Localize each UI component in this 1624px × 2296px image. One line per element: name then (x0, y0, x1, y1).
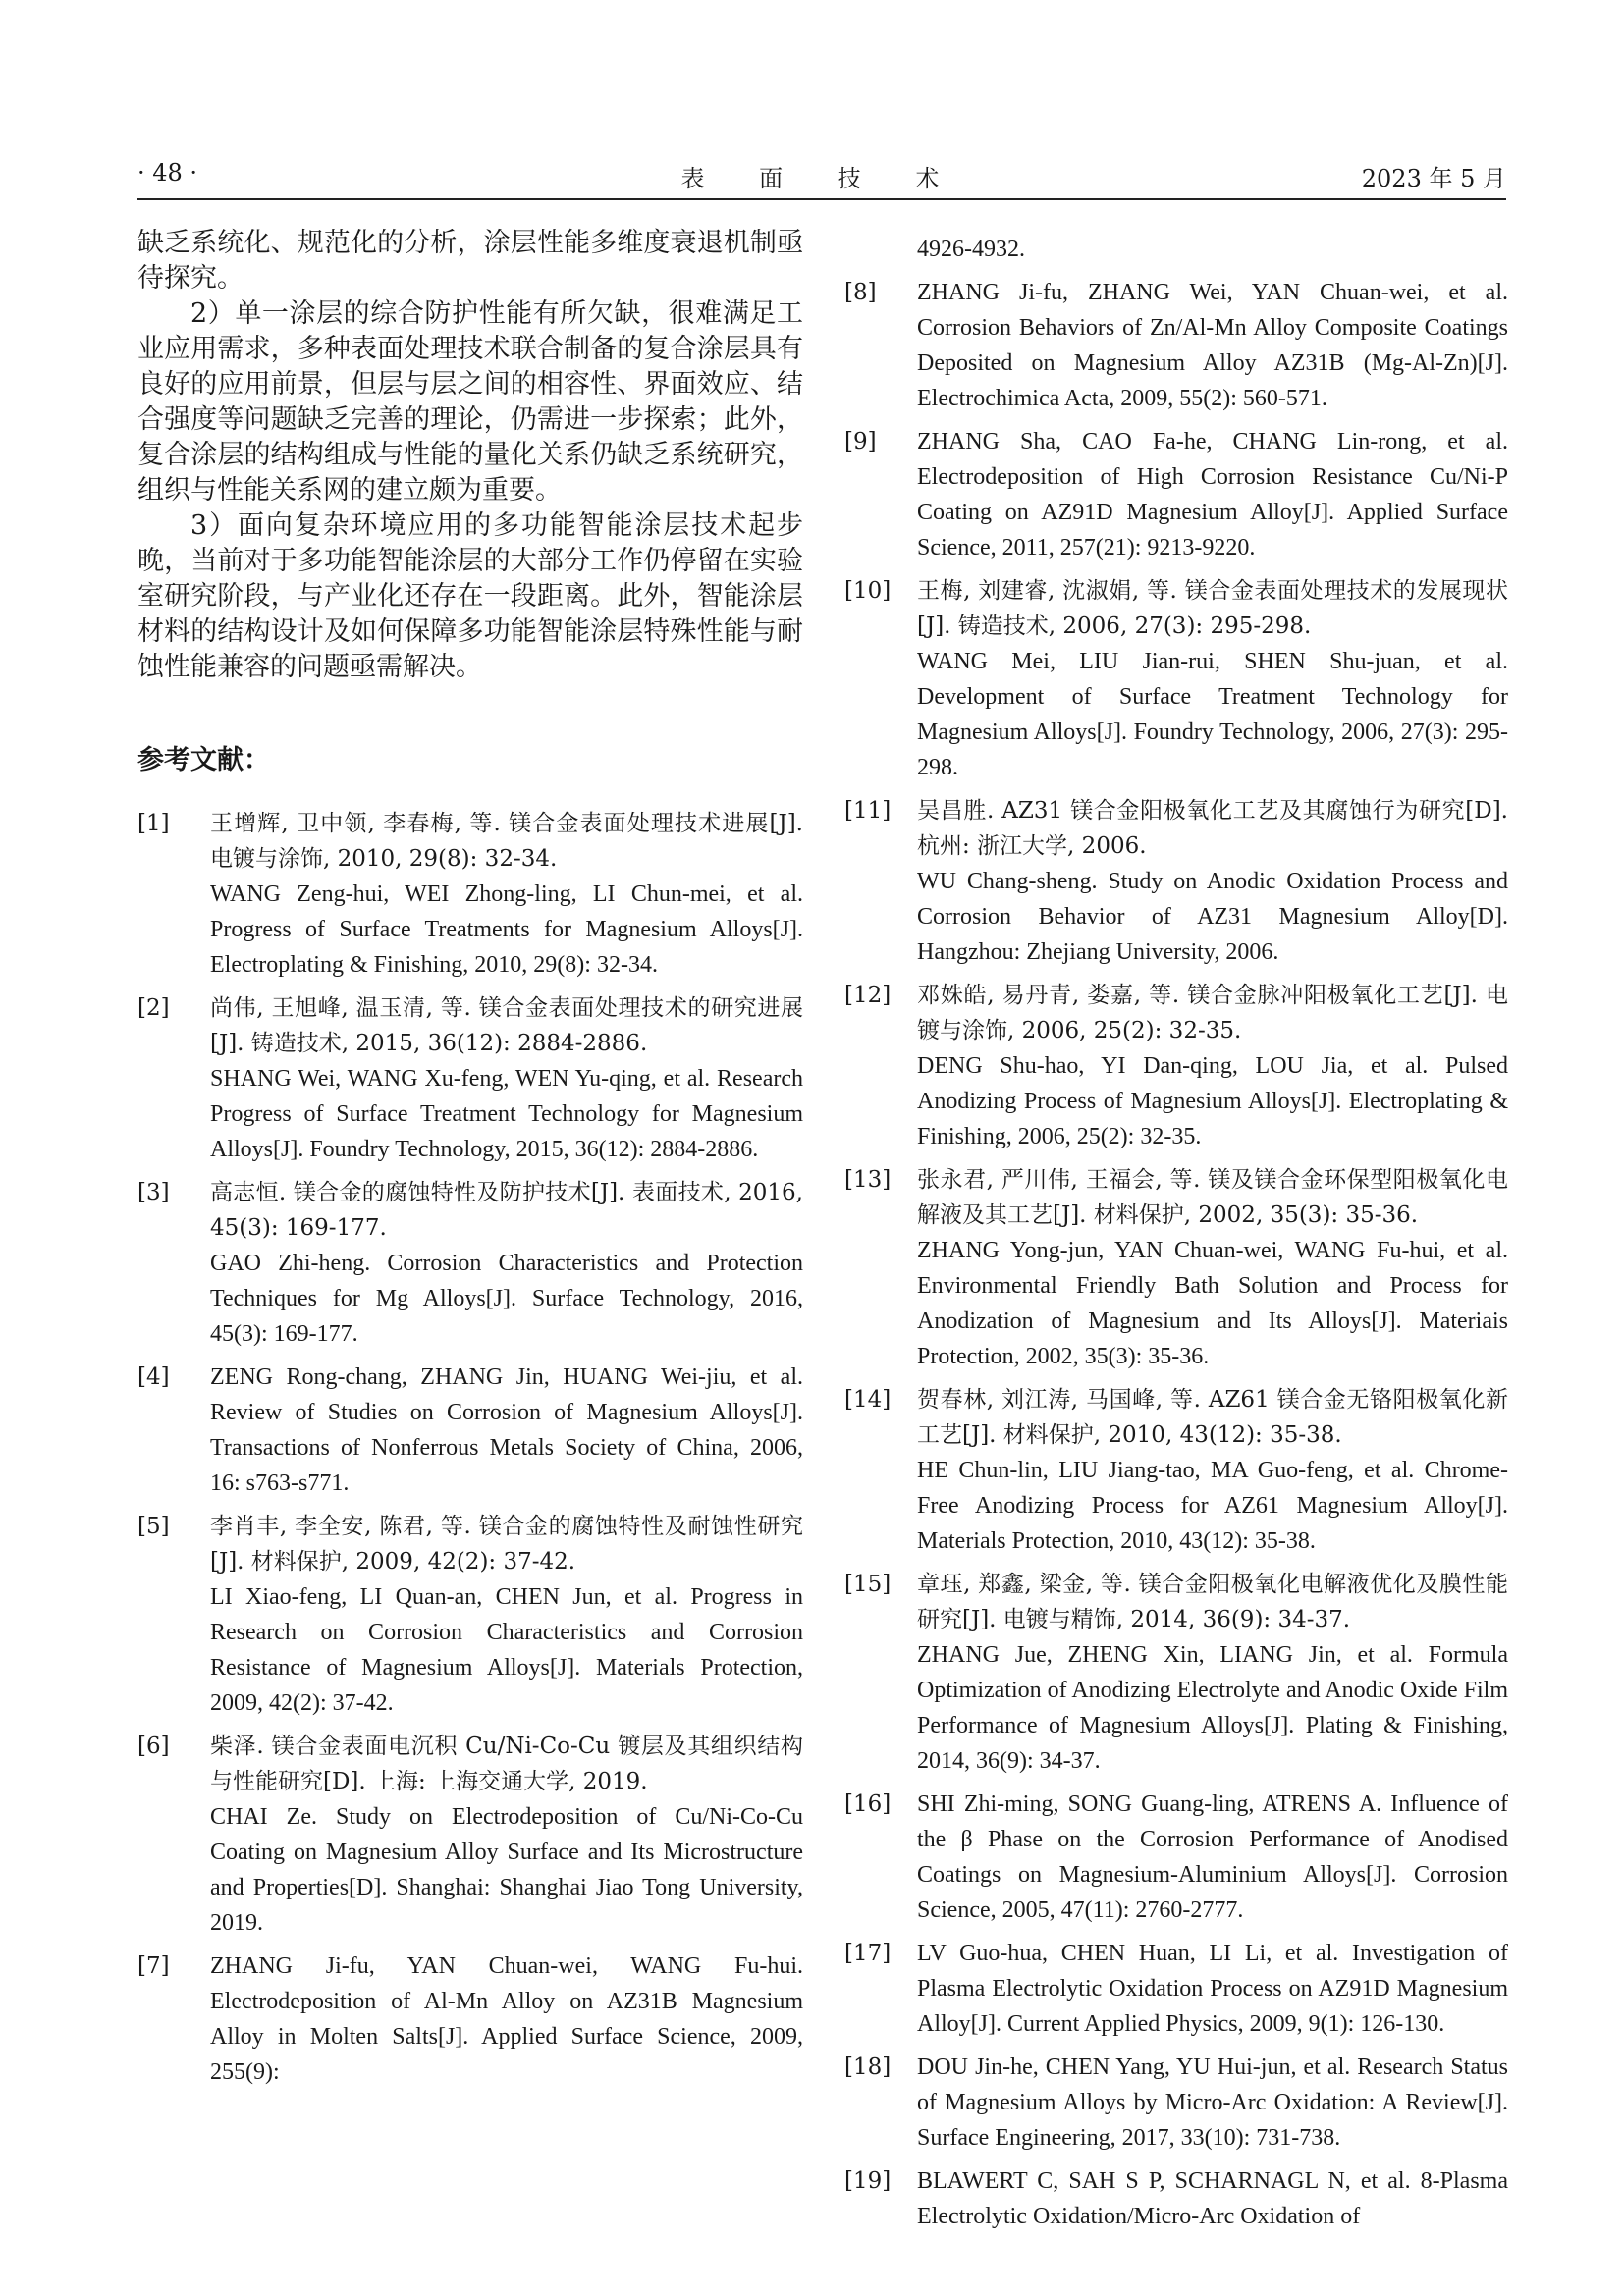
reference-en: SHI Zhi-ming, SONG Guang-ling, ATRENS A. Influence of the β Phase on the Corrosion Performance of Anodised Coatings on Magnesium-Aluminium Alloys[J]. Corrosion Science, 2005, 47(11): 2760-2777. (917, 1791, 1508, 1923)
reference-item (844, 275, 1508, 416)
reference-en: ZHANG Ji-fu, YAN Chuan-wei, WANG Fu-hui. Electrodeposition of Al-Mn Alloy on AZ31B Magnesium Alloy in Molten Salts[J]. Applied Surface Science, 2009, 255(9): (210, 1953, 803, 2085)
reference-en: LI Xiao-feng, LI Quan-an, CHEN Jun, et al. Progress in Research on Corrosion Characteristics and Corrosion Resistance of Magnesium Alloys[J]. Materials Protection, 2009, 42(2): 37-42. (210, 1584, 803, 1716)
reference-item (844, 2163, 1508, 2234)
left-column (137, 226, 803, 2098)
reference-item (137, 806, 803, 983)
reference-number: [3] (137, 1180, 170, 1205)
reference-item (844, 573, 1508, 785)
page-number: · 48 · (137, 159, 198, 187)
reference-item (844, 424, 1508, 565)
reference-en: WANG Mei, LIU Jian-rui, SHEN Shu-juan, et al. Development of Surface Treatment Technology for Magnesium Alloys[J]. Foundry Technology, 2006, 27(3): 295-298. (917, 649, 1508, 780)
reference-item (137, 1729, 803, 1941)
reference-number: [7] (137, 1953, 170, 1979)
reference-cn: 吴昌胜. AZ31 镁合金阳极氧化工艺及其腐蚀行为研究[D]. 杭州: 浙江大学, 2006. (917, 798, 1508, 859)
reference-en: GAO Zhi-heng. Corrosion Characteristics and Protection Techniques for Mg Alloys[J]. Surface Technology, 2016, 45(3): 169-177. (210, 1251, 803, 1347)
reference-cn: 贺春林, 刘江涛, 马国峰, 等. AZ61 镁合金无铬阳极氧化新工艺[J]. 材料保护, 2010, 43(12): 35-38. (917, 1387, 1508, 1448)
reference-cn: 邓姝皓, 易丹青, 娄嘉, 等. 镁合金脉冲阳极氧化工艺[J]. 电镀与涂饰, 2006, 25(2): 32-35. (917, 983, 1508, 1043)
reference-en: WANG Zeng-hui, WEI Zhong-ling, LI Chun-mei, et al. Progress of Surface Treatments for Magnesium Alloys[J]. Electroplating & Finishing, 2010, 29(8): 32-34. (210, 881, 803, 978)
reference-number: [6] (137, 1734, 170, 1759)
reference-number: [11] (844, 798, 892, 824)
reference-number: [14] (844, 1387, 892, 1413)
reference-item (137, 1949, 803, 2090)
reference-continuation: 4926-4932. (917, 237, 1025, 262)
reference-item (137, 1175, 803, 1352)
right-column (844, 232, 1508, 2242)
reference-number: [8] (844, 280, 877, 305)
body-paragraph: 2）单一涂层的综合防护性能有所欠缺，很难满足工业应用需求，多种表面处理技术联合制备的复合涂层具有良好的应用前景，但层与层之间的相容性、界面效应、结合强度等问题缺乏完善的理论，仍需进一步探索；此外，复合涂层的结构组成与性能的量化关系仍缺乏系统研究，组织与性能关系网的建立颇为重要。 (137, 298, 803, 506)
reference-en: ZHANG Jue, ZHENG Xin, LIANG Jin, et al. Formula Optimization of Anodizing Electrolyte and Anodic Oxide Film Performance of Magnesium Alloys[J]. Plating & Finishing, 2014, 36(9): 34-37. (917, 1642, 1508, 1774)
reference-en: ZHANG Yong-jun, YAN Chuan-wei, WANG Fu-hui, et al. Environmental Friendly Bath Solution and Process for Anodization of Magnesium and Its Alloys[J]. Materiais Protection, 2002, 35(3): 35-36. (917, 1238, 1508, 1369)
reference-cn: 尚伟, 王旭峰, 温玉清, 等. 镁合金表面处理技术的研究进展[J]. 铸造技术, 2015, 36(12): 2884-2886. (210, 995, 803, 1056)
reference-number: [13] (844, 1167, 892, 1193)
reference-cn: 李肖丰, 李全安, 陈君, 等. 镁合金的腐蚀特性及耐蚀性研究[J]. 材料保护, 2009, 42(2): 37-42. (210, 1514, 803, 1575)
reference-item (137, 1509, 803, 1721)
reference-item (137, 990, 803, 1167)
reference-cn: 王增辉, 卫中领, 李春梅, 等. 镁合金表面处理技术进展[J]. 电镀与涂饰, 2010, 29(8): 32-34. (210, 811, 803, 872)
reference-cn: 高志恒. 镁合金的腐蚀特性及防护技术[J]. 表面技术, 2016, 45(3): 169-177. (210, 1180, 803, 1241)
running-header (137, 159, 1506, 194)
reference-item (137, 1360, 803, 1501)
reference-item (844, 1382, 1508, 1559)
reference-number: [17] (844, 1941, 892, 1966)
reference-en: LV Guo-hua, CHEN Huan, LI Li, et al. Investigation of Plasma Electrolytic Oxidation Process on AZ91D Magnesium Alloy[J]. Current Applied Physics, 2009, 9(1): 126-130. (917, 1941, 1508, 2037)
reference-number: [2] (137, 995, 170, 1021)
header-rule (137, 198, 1506, 200)
references-heading: 参考文献： (137, 745, 270, 775)
reference-number: [5] (137, 1514, 170, 1539)
reference-en: HE Chun-lin, LIU Jiang-tao, MA Guo-feng, et al. Chrome-Free Anodizing Process for AZ61 Magnesium Alloy[J]. Materials Protection, 2010, 43(12): 35-38. (917, 1458, 1508, 1554)
body-paragraph: 3）面向复杂环境应用的多功能智能涂层技术起步晚，当前对于多功能智能涂层的大部分工作仍停留在实验室研究阶段，与产业化还存在一段距离。此外，智能涂层材料的结构设计及如何保障多功能智能涂层特殊性能与耐蚀性能兼容的问题亟需解决。 (137, 510, 803, 682)
journal-name: 表 面 技 术 (680, 165, 963, 192)
reference-cn: 王梅, 刘建睿, 沈淑娟, 等. 镁合金表面处理技术的发展现状[J]. 铸造技术, 2006, 27(3): 295-298. (917, 578, 1508, 639)
reference-cn: 张永君, 严川伟, 王福会, 等. 镁及镁合金环保型阳极氧化电解液及其工艺[J]. 材料保护, 2002, 35(3): 35-36. (917, 1167, 1508, 1228)
reference-en: SHANG Wei, WANG Xu-feng, WEN Yu-qing, et al. Research Progress of Surface Treatment Technology for Magnesium Alloys[J]. Foundry Technology, 2015, 36(12): 2884-2886. (210, 1066, 803, 1162)
reference-number: [19] (844, 2168, 892, 2194)
reference-number: [15] (844, 1572, 892, 1597)
reference-en: BLAWERT C, SAH S P, SCHARNAGL N, et al. 8-Plasma Electrolytic Oxidation/Micro-Arc Oxidation of (917, 2168, 1508, 2229)
reference-cn: 柴泽. 镁合金表面电沉积 Cu/Ni-Co-Cu 镀层及其组织结构与性能研究[D]. 上海: 上海交通大学, 2019. (210, 1734, 803, 1794)
reference-item (844, 978, 1508, 1154)
issue-date: 2023 年 5 月 (1361, 165, 1506, 192)
reference-number: [18] (844, 2055, 892, 2080)
reference-number: [10] (844, 578, 892, 604)
reference-en: ZHANG Sha, CAO Fa-he, CHANG Lin-rong, et al. Electrodeposition of High Corrosion Resistance Cu/Ni-P Coating on AZ91D Magnesium Alloy[J]. Applied Surface Science, 2011, 257(21): 9213-9220. (917, 429, 1508, 561)
reference-number: [9] (844, 429, 877, 454)
reference-en: DENG Shu-hao, YI Dan-qing, LOU Jia, et al. Pulsed Anodizing Process of Magnesium Alloys[J]. Electroplating & Finishing, 2006, 25(2): 32-35. (917, 1053, 1508, 1149)
reference-en: DOU Jin-he, CHEN Yang, YU Hui-jun, et al. Research Status of Magnesium Alloys by Micro-Arc Oxidation: A Review[J]. Surface Engineering, 2017, 33(10): 731-738. (917, 2055, 1508, 2151)
reference-item (844, 1787, 1508, 1928)
reference-en: CHAI Ze. Study on Electrodeposition of Cu/Ni-Co-Cu Coating on Magnesium Alloy Surface and Its Microstructure and Properties[D]. Shanghai: Shanghai Jiao Tong University, 2019. (210, 1804, 803, 1936)
body-paragraph: 缺乏系统化、规范化的分析，涂层性能多维度衰退机制亟待探究。 (137, 228, 803, 294)
reference-number: [16] (844, 1791, 892, 1817)
reference-en: WU Chang-sheng. Study on Anodic Oxidation Process and Corrosion Behavior of AZ31 Magnesium Alloy[D]. Hangzhou: Zhejiang University, 2006. (917, 869, 1508, 965)
reference-number: [12] (844, 983, 892, 1008)
reference-item (844, 1567, 1508, 1779)
reference-item (844, 1162, 1508, 1374)
reference-en: ZENG Rong-chang, ZHANG Jin, HUANG Wei-jiu, et al. Review of Studies on Corrosion of Magnesium Alloys[J]. Transactions of Nonferrous Metals Society of China, 2006, 16: s763-s771. (210, 1364, 803, 1496)
reference-item (844, 2050, 1508, 2156)
reference-en: ZHANG Ji-fu, ZHANG Wei, YAN Chuan-wei, et al. Corrosion Behaviors of Zn/Al-Mn Alloy Composite Coatings Deposited on Magnesium Alloy AZ31B (Mg-Al-Zn)[J]. Electrochimica Acta, 2009, 55(2): 560-571. (917, 280, 1508, 411)
reference-number: [1] (137, 811, 170, 836)
reference-number: [4] (137, 1364, 170, 1390)
reference-cn: 章珏, 郑鑫, 梁金, 等. 镁合金阳极氧化电解液优化及膜性能研究[J]. 电镀与精饰, 2014, 36(9): 34-37. (917, 1572, 1508, 1632)
reference-item (844, 793, 1508, 970)
reference-item (844, 1936, 1508, 2042)
